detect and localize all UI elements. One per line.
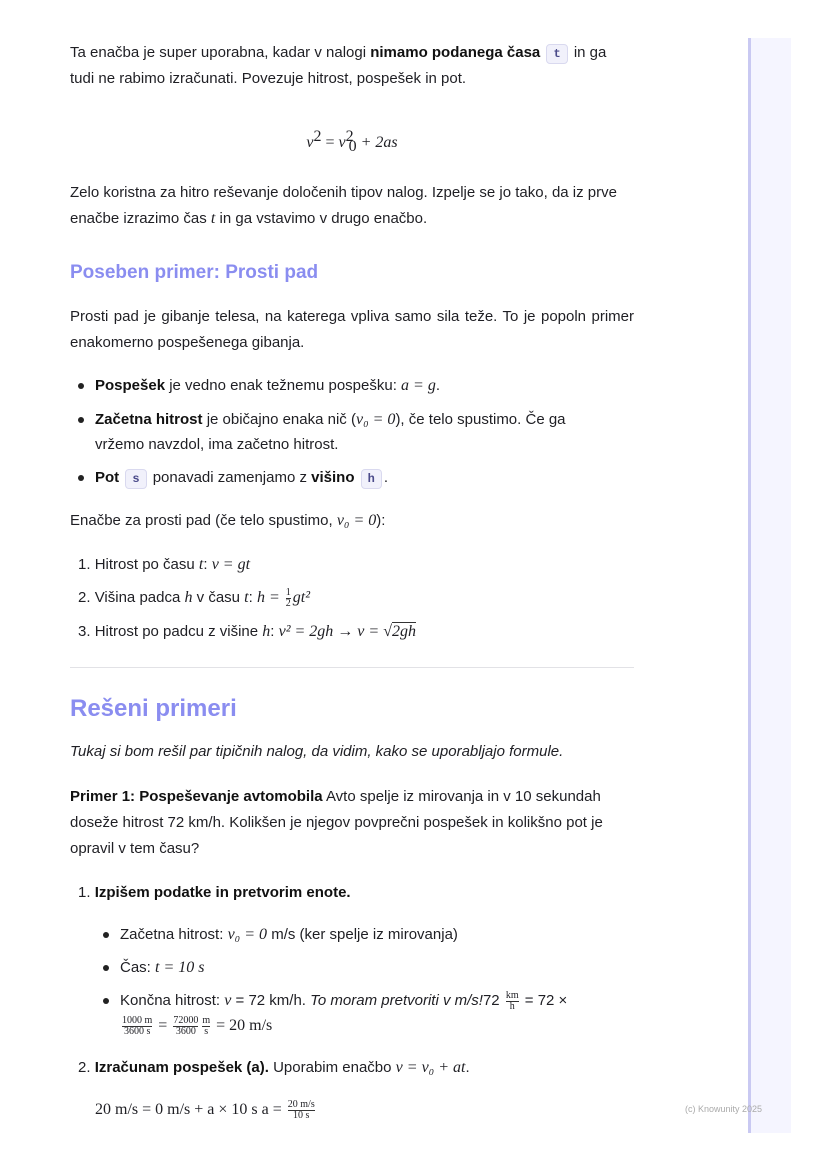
number: 2. [78, 589, 95, 606]
math: 2gh [391, 623, 416, 640]
example-1-text [70, 784, 634, 862]
text: . [435, 377, 441, 394]
bold-text: Pot [95, 469, 120, 486]
divider [70, 667, 634, 668]
fraction: $\frac{km}{h}$ [505, 989, 519, 1012]
paragraph-equations-intro [70, 508, 634, 534]
inline-code: s [125, 469, 146, 489]
text: Višina padca [94, 589, 185, 606]
bold-text: Izpišem podatke in pretvorim enote. [94, 884, 351, 901]
text: ponavadi zamenjamo z [148, 469, 312, 486]
text: in ga tudi ne rabimo izračunati. Povezuje hitrost, pospešek in pot. [70, 44, 607, 87]
fraction: $\frac{72000}{3600}$ [173, 1014, 199, 1037]
side-panel [748, 38, 791, 1133]
text: Začetna hitrost: [120, 926, 228, 943]
number: 3. [78, 623, 95, 640]
list-item [120, 955, 204, 981]
math: + 2as [356, 134, 398, 151]
list-item [78, 585, 310, 611]
equation-acceleration [95, 1097, 317, 1123]
text: : [270, 623, 279, 640]
text: Hitrost po padcu z višine [94, 623, 263, 640]
math: t [210, 210, 216, 227]
text: : [203, 556, 212, 573]
math: = 20 m/s [212, 1017, 273, 1034]
math: h [262, 623, 271, 640]
bold-text: Pospešek [95, 377, 166, 394]
text: Čas: [120, 959, 156, 976]
number: 1. [78, 884, 95, 901]
step-1 [78, 880, 351, 906]
bold-text: nimamo podanega časa [370, 44, 541, 61]
text: v času [192, 589, 245, 606]
footer-copyright: (c) Knowunity 2025 [685, 1104, 763, 1114]
italic-text: To moram pretvoriti v m/s! [310, 992, 483, 1009]
math: t = 10 s [155, 959, 205, 976]
text: Končna hitrost: [120, 992, 225, 1009]
number: 1. [78, 556, 95, 573]
inline-code: h [361, 469, 382, 489]
intro-italic: Tukaj si bom rešil par tipičnih nalog, da vidim, kako se uporabljajo formule. [70, 743, 564, 760]
list-item [95, 407, 605, 457]
math: v₀ = 0 [355, 411, 396, 428]
math: h [184, 589, 193, 606]
list-item: 3. Hitrost po padcu z višine h: v² = 2gh → v = √2gh [78, 623, 416, 640]
text: ): [376, 512, 386, 529]
text: Hitrost po času [94, 556, 199, 573]
fraction: $\frac{1000 m}{3600 s}$ [122, 1014, 153, 1037]
list-item [120, 922, 458, 948]
math: v = v₀ + at [395, 1059, 466, 1076]
math: v [306, 134, 314, 151]
list-item [95, 465, 635, 491]
text: = 72 km/h. [231, 992, 311, 1009]
math: v² = 2gh → v = [278, 623, 384, 640]
text: : [248, 589, 257, 606]
list-item [120, 988, 640, 1038]
math: t [244, 589, 249, 606]
math: v₀ = 0 [227, 926, 268, 943]
fraction: $\frac{1}{2}$ [285, 586, 291, 609]
fraction: $\frac{m}{s}$ [202, 1014, 211, 1037]
text: je običajno enaka nič ( [202, 411, 356, 428]
number: 2. [78, 1059, 95, 1076]
fraction: $\frac{20 m/s}{10 s}$ [287, 1098, 315, 1121]
text: m/s (ker spelje iz mirovanja) [267, 926, 458, 943]
intro-paragraph [70, 40, 634, 92]
section-heading-free-fall: Poseben primer: Prosti pad [70, 262, 319, 283]
math: gt² [292, 589, 311, 606]
text: . [383, 469, 389, 486]
section-heading-solved-examples: Rešeni primeri [70, 695, 237, 722]
list-item [95, 373, 635, 399]
equation-v-squared: $v^2 = v^2_0 + 2as$ [306, 128, 398, 155]
text: Avto spelje iz mirovanja in v 10 sekundah doseže hitrost 72 km/h. Kolikšen je njegov povprečni pospešek in kolikšno pot je opravil v tem času? [70, 788, 603, 857]
paragraph-free-fall: Prosti pad je gibanje telesa, na katerega vpliva samo sila teže. To je popoln primer enakomerno pospešenega gibanja. [70, 308, 634, 351]
list-item [78, 552, 250, 578]
math: v [338, 134, 346, 151]
text: Enačbe za prosti pad (če telo spustimo, [70, 512, 337, 529]
math: v = gt [211, 556, 251, 573]
math: = [154, 1017, 172, 1034]
bold-text: Primer 1: Pospeševanje avtomobila [70, 788, 323, 805]
text: Uporabim enačbo [268, 1059, 396, 1076]
text: Zelo koristna za hitro reševanje določenih tipov nalog. Izpelje se jo tako, da iz prve enačbe izrazimo čas [70, 184, 617, 227]
math: = [321, 134, 339, 151]
text: 72 [482, 992, 504, 1009]
inline-code: t [546, 44, 567, 64]
bold-text: višino [311, 469, 355, 486]
text: in ga vstavimo v drugo enačbo. [215, 210, 428, 227]
text: ), če telo spustimo. Če ga vržemo navzdol, ima začetno hitrost. [95, 411, 566, 453]
text: . [465, 1059, 470, 1076]
math: v [224, 992, 232, 1009]
math: a = g [401, 377, 436, 394]
math: 20 m/s = 0 m/s + a × 10 s a = [95, 1101, 286, 1118]
math: v₀ = 0 [336, 512, 377, 529]
text: je vedno enak težnemu pospešku: [165, 377, 402, 394]
text: = 72 × [520, 992, 568, 1009]
text: Ta enačba je super uporabna, kadar v nalogi [70, 44, 371, 61]
bold-text: Izračunam pospešek (a). [94, 1059, 269, 1076]
bold-text: Začetna hitrost [95, 411, 203, 428]
math: t [198, 556, 204, 573]
step-2 [78, 1055, 470, 1081]
paragraph-derivation [70, 180, 634, 232]
math: h = [256, 589, 284, 606]
